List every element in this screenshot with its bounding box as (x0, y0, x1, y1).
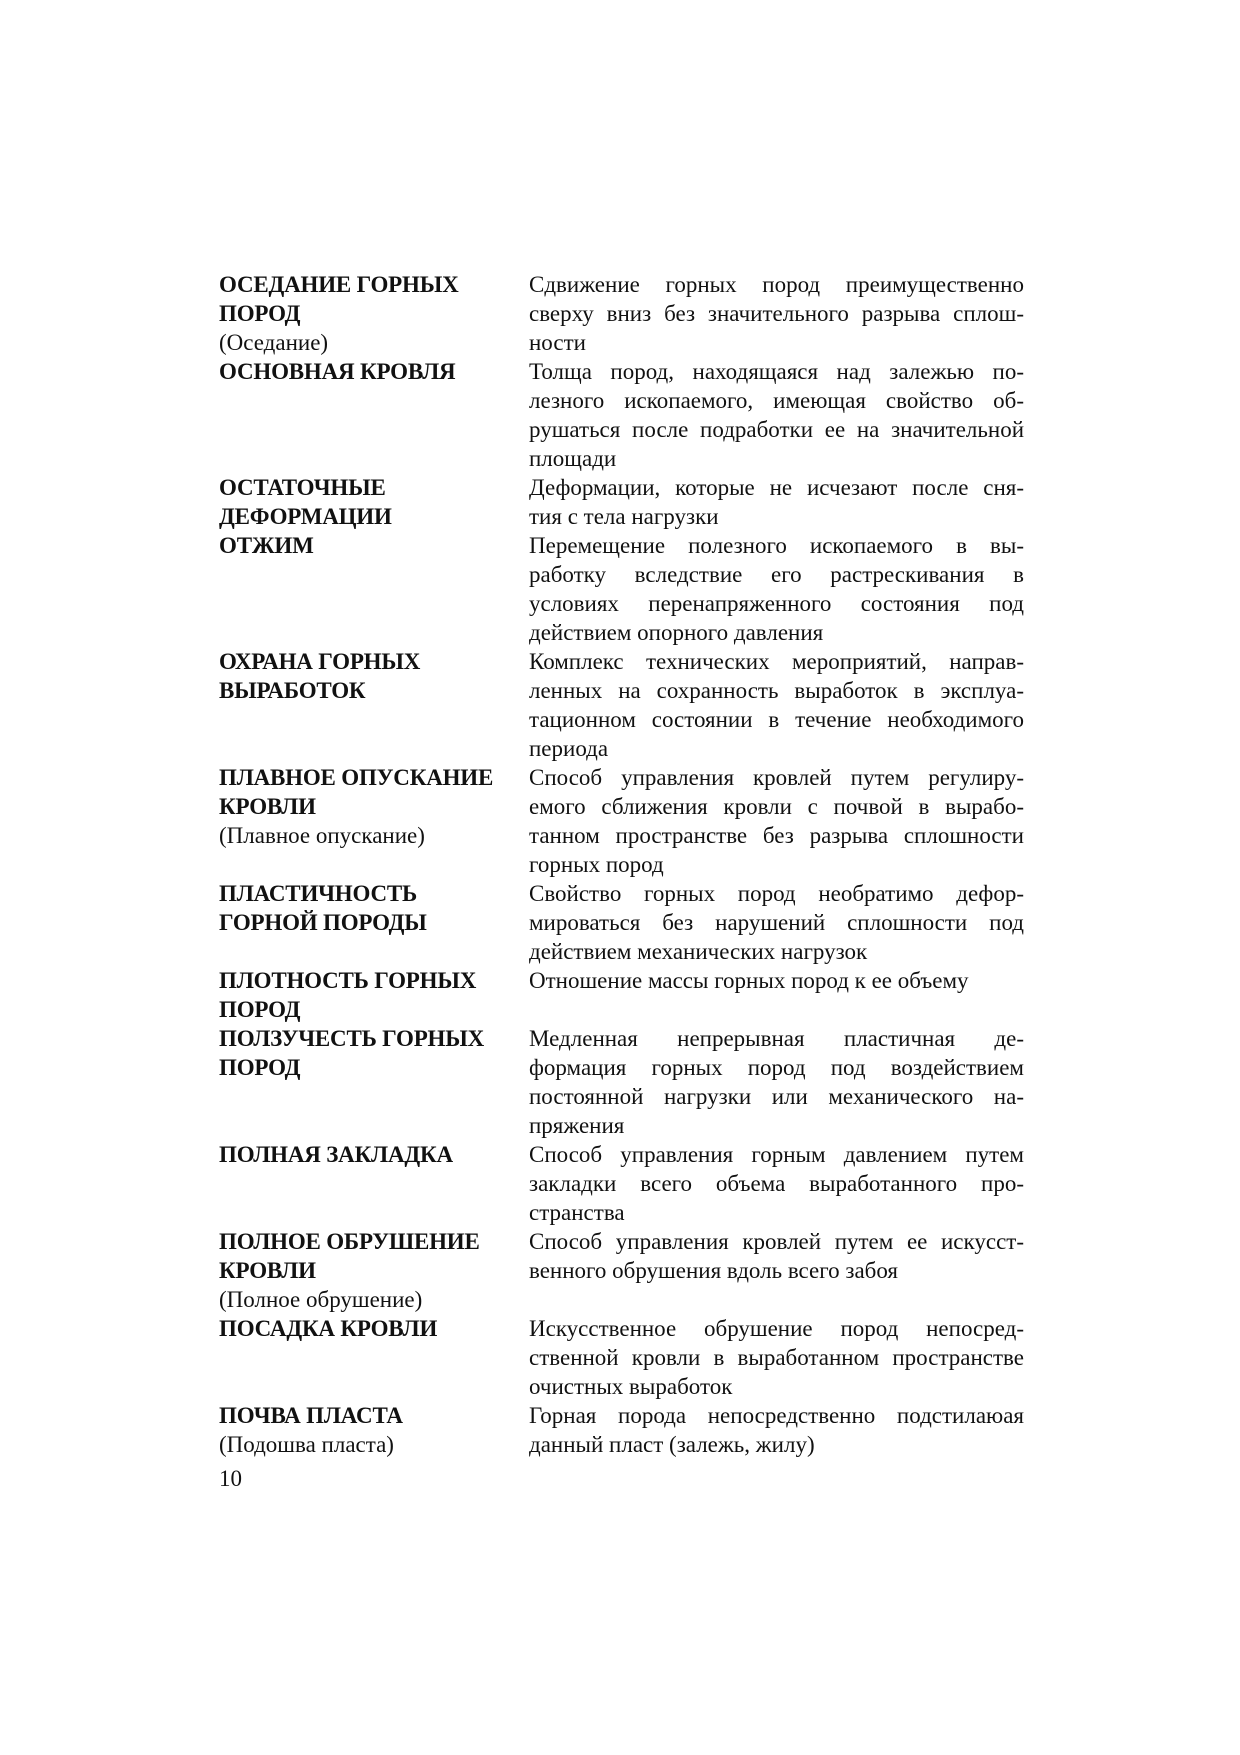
definition-line: ности (529, 330, 586, 355)
definition-line: действием механических нагрузок (529, 939, 868, 964)
term-line: ДЕФОРМАЦИИ (219, 504, 392, 529)
term-line: ПЛАВНОЕ ОПУСКАНИЕ (219, 765, 494, 790)
definition (529, 1227, 1024, 1285)
glossary-entry (219, 357, 1024, 473)
glossary-entry (219, 879, 1024, 966)
term-line: ОСНОВНАЯ КРОВЛЯ (219, 359, 456, 384)
term-alias: (Полное обрушение) (219, 1287, 423, 1312)
definition-line: Толща пород, находящаяся над залежью по- (529, 359, 1024, 384)
definition-line: действием опорного давления (529, 620, 824, 645)
glossary-list (219, 270, 1024, 1459)
term-line: ПЛАСТИЧНОСТЬ (219, 881, 418, 906)
definition-line: мироваться без нарушений сплошности под (529, 910, 1024, 935)
definition-line: сверху вниз без значительного разрыва сплош- (529, 301, 1024, 326)
definition (529, 1401, 1024, 1459)
glossary-entry (219, 647, 1024, 763)
definition (529, 763, 1024, 879)
definition-line: емого сближения кровли с почвой в вырабо- (529, 794, 1024, 819)
definition-line: лезного ископаемого, имеющая свойство об- (529, 388, 1024, 413)
definition-line: рушаться после подработки ее на значительной (529, 417, 1024, 442)
definition-line: Способ управления кровлей путем ее искусст- (529, 1229, 1024, 1254)
term-line: ПОРОД (219, 997, 301, 1022)
definition-line: Отношение массы горных пород к ее объему (529, 968, 969, 993)
term-line: ПЛОТНОСТЬ ГОРНЫХ (219, 968, 477, 993)
definition (529, 1024, 1024, 1140)
definition-line: очистных выработок (529, 1374, 733, 1399)
term-column (219, 1314, 529, 1343)
glossary-entry (219, 531, 1024, 647)
term-alias: (Оседание) (219, 330, 329, 355)
term-column (219, 473, 529, 531)
definition (529, 647, 1024, 763)
definition-line: пряжения (529, 1113, 625, 1138)
term-column (219, 270, 529, 357)
term-line: ОТЖИМ (219, 533, 314, 558)
definition-line: тия с тела нагрузки (529, 504, 719, 529)
definition-line: Комплекс технических мероприятий, направ- (529, 649, 1024, 674)
glossary-entry (219, 1140, 1024, 1227)
definition (529, 966, 1024, 995)
definition-line: Перемещение полезного ископаемого в вы- (529, 533, 1024, 558)
definition-line: горных пород (529, 852, 664, 877)
definition-line: танном пространстве без разрыва сплошности (529, 823, 1024, 848)
term-column (219, 357, 529, 386)
term-line: ПОЛНОЕ ОБРУШЕНИЕ (219, 1229, 480, 1254)
term-line: ОСТАТОЧНЫЕ (219, 475, 386, 500)
definition-line: Способ управления горным давлением путем (529, 1142, 1024, 1167)
glossary-entry (219, 473, 1024, 531)
glossary-entry (219, 1401, 1024, 1459)
definition-line: Горная порода непосредственно подстилаюая (529, 1403, 1024, 1428)
definition-line: Медленная непрерывная пластичная де- (529, 1026, 1024, 1051)
glossary-entry (219, 1314, 1024, 1401)
glossary-entry (219, 270, 1024, 357)
term-line: ПОЛЗУЧЕСТЬ ГОРНЫХ (219, 1026, 485, 1051)
term-line: ОСЕДАНИЕ ГОРНЫХ (219, 272, 459, 297)
definition-line: венного обрушения вдоль всего забоя (529, 1258, 898, 1283)
definition-line: постоянной нагрузки или механического на- (529, 1084, 1024, 1109)
definition-line: работку вследствие его растрескивания в (529, 562, 1024, 587)
term-column (219, 1024, 529, 1082)
definition-line: данный пласт (залежь, жилу) (529, 1432, 815, 1457)
term-column (219, 647, 529, 705)
term-line: ПОСАДКА КРОВЛИ (219, 1316, 438, 1341)
glossary-entry (219, 1024, 1024, 1140)
term-alias: (Плавное опускание) (219, 823, 425, 848)
definition (529, 357, 1024, 473)
term-line: КРОВЛИ (219, 794, 316, 819)
term-column (219, 879, 529, 937)
definition-line: Способ управления кровлей путем регулиру- (529, 765, 1024, 790)
term-column (219, 763, 529, 850)
definition-line: площади (529, 446, 617, 471)
term-alias: (Подошва пласта) (219, 1432, 394, 1457)
glossary-entry (219, 1227, 1024, 1314)
term-line: ГОРНОЙ ПОРОДЫ (219, 910, 427, 935)
term-column (219, 1227, 529, 1314)
definition-line: Сдвижение горных пород преимущественно (529, 272, 1024, 297)
definition-line: странства (529, 1200, 625, 1225)
definition-line: формация горных пород под воздействием (529, 1055, 1024, 1080)
term-line: ВЫРАБОТОК (219, 678, 366, 703)
definition (529, 1314, 1024, 1401)
glossary-entry (219, 763, 1024, 879)
definition (529, 531, 1024, 647)
term-line: ПОРОД (219, 301, 301, 326)
glossary-entry (219, 966, 1024, 1024)
term-line: ПОРОД (219, 1055, 301, 1080)
term-column (219, 1401, 529, 1459)
definition-line: Деформации, которые не исчезают после сня- (529, 475, 1024, 500)
definition-line: условиях перенапряженного состояния под (529, 591, 1024, 616)
definition-line: закладки всего объема выработанного про- (529, 1171, 1024, 1196)
term-column (219, 966, 529, 1024)
definition-line: тационном состоянии в течение необходимого (529, 707, 1024, 732)
term-column (219, 531, 529, 560)
definition (529, 879, 1024, 966)
term-line: ОХРАНА ГОРНЫХ (219, 649, 421, 674)
term-line: КРОВЛИ (219, 1258, 316, 1283)
definition (529, 1140, 1024, 1227)
term-line: ПОЧВА ПЛАСТА (219, 1403, 403, 1428)
definition (529, 473, 1024, 531)
definition-line: Искусственное обрушение пород непосред- (529, 1316, 1024, 1341)
page-number: 10 (219, 1466, 242, 1491)
definition-line: ленных на сохранность выработок в эксплуа- (529, 678, 1024, 703)
term-column (219, 1140, 529, 1169)
term-line: ПОЛНАЯ ЗАКЛАДКА (219, 1142, 453, 1167)
definition-line: периода (529, 736, 609, 761)
definition (529, 270, 1024, 357)
definition-line: Свойство горных пород необратимо дефор- (529, 881, 1024, 906)
definition-line: ственной кровли в выработанном пространстве (529, 1345, 1024, 1370)
